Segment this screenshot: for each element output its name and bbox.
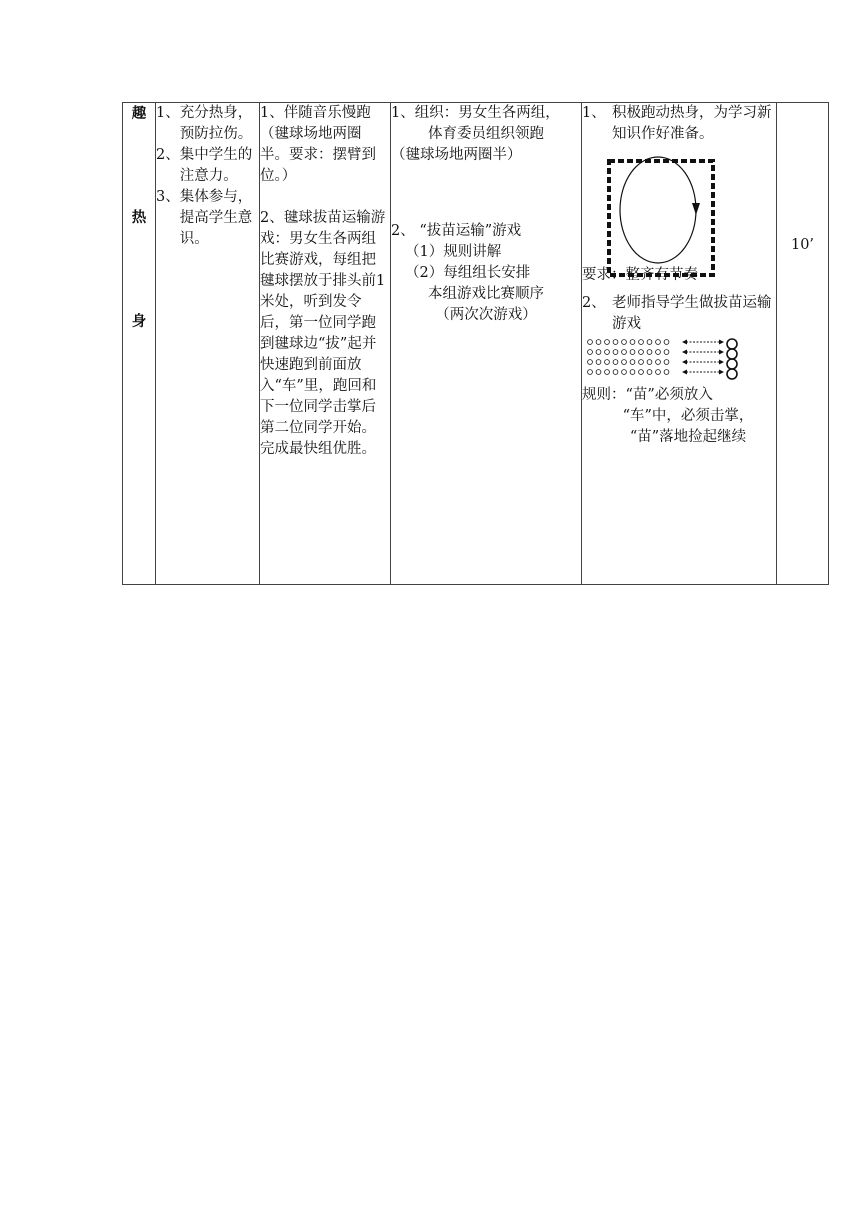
lesson-plan-table bbox=[122, 102, 829, 585]
student-dot bbox=[664, 360, 669, 365]
time-value: 10’ bbox=[790, 237, 815, 253]
org-line: 1、组织：男女生各两组， bbox=[391, 105, 560, 121]
student-dot bbox=[588, 350, 593, 355]
content-cell bbox=[260, 103, 391, 585]
track-boundary bbox=[609, 161, 713, 275]
student-dot bbox=[664, 340, 669, 345]
student-dot bbox=[647, 350, 652, 355]
org-line: 本组游戏比赛顺序 bbox=[428, 286, 544, 302]
student-dot bbox=[613, 370, 618, 375]
student-dot bbox=[596, 360, 601, 365]
section-char: 趣 bbox=[131, 105, 147, 122]
student-dot bbox=[588, 360, 593, 365]
student-dot bbox=[639, 370, 644, 375]
rule-line: “车”中，必须击掌， bbox=[622, 408, 754, 424]
student-dot bbox=[647, 360, 652, 365]
student-dot bbox=[630, 340, 635, 345]
arrow-left-icon bbox=[682, 340, 687, 345]
goal-item: 2、 集中学生的注意力。 bbox=[156, 147, 253, 184]
goal-item: 1、 充分热身，预防拉伤。 bbox=[156, 105, 253, 142]
org-line: 2、 “拔苗运输”游戏 bbox=[391, 223, 522, 239]
section-char: 身 bbox=[131, 313, 147, 330]
arrow-right-icon bbox=[719, 370, 724, 375]
student-dot bbox=[613, 340, 618, 345]
arrow-right-icon bbox=[719, 340, 724, 345]
requirement-text: 要求：整齐有节奏 bbox=[582, 267, 698, 281]
content-paragraph: 1、伴随音乐慢跑（毽球场地两圈半。要求：摆臂到位。） bbox=[260, 105, 376, 184]
student-dot bbox=[639, 340, 644, 345]
student-dot bbox=[664, 350, 669, 355]
student-dot bbox=[656, 370, 661, 375]
student-dot bbox=[613, 360, 618, 365]
student-dot bbox=[622, 340, 627, 345]
track-diagram bbox=[582, 145, 764, 281]
relay-arrows bbox=[682, 340, 724, 375]
arrow-left-icon bbox=[682, 350, 687, 355]
student-dot bbox=[647, 370, 652, 375]
car-circle bbox=[727, 339, 737, 349]
section-char: 热 bbox=[131, 209, 147, 226]
student-dot bbox=[639, 360, 644, 365]
org-line: 体育委员组织领跑 bbox=[428, 126, 544, 142]
student-dot bbox=[656, 360, 661, 365]
student-dot bbox=[664, 370, 669, 375]
org-line: （1）规则讲解 bbox=[405, 244, 502, 260]
time-cell bbox=[777, 103, 829, 585]
guidance-cell bbox=[582, 103, 777, 585]
arrow-right-icon bbox=[719, 350, 724, 355]
car-circle bbox=[727, 349, 737, 359]
student-dot bbox=[622, 350, 627, 355]
student-dot bbox=[588, 370, 593, 375]
goals-cell bbox=[156, 103, 260, 585]
guidance-item: 1、 积极跑动热身，为学习新知识作好准备。 bbox=[582, 105, 772, 142]
relay-diagram bbox=[582, 335, 764, 385]
student-dot bbox=[622, 370, 627, 375]
org-line: （2）每组组长安排 bbox=[405, 265, 531, 281]
student-dot bbox=[605, 360, 610, 365]
car-circle bbox=[727, 369, 737, 379]
student-dot bbox=[630, 370, 635, 375]
rule-line: “苗”落地捡起继续 bbox=[629, 429, 747, 445]
student-dot bbox=[656, 340, 661, 345]
arrow-left-icon bbox=[682, 370, 687, 375]
student-dot bbox=[605, 340, 610, 345]
arrow-icon bbox=[692, 203, 700, 215]
student-dot bbox=[596, 370, 601, 375]
student-dot bbox=[596, 350, 601, 355]
student-dot bbox=[605, 350, 610, 355]
running-loop bbox=[620, 157, 696, 263]
rule-line: 规则：“苗”必须放入 bbox=[582, 387, 713, 403]
student-dot bbox=[622, 360, 627, 365]
guidance-item: 2、 老师指导学生做拔苗运输游戏 bbox=[582, 295, 772, 332]
org-line: （毽球场地两圈半） bbox=[391, 147, 522, 163]
car-circles bbox=[727, 339, 737, 379]
student-dot bbox=[656, 350, 661, 355]
student-dot bbox=[613, 350, 618, 355]
org-line: （两次次游戏） bbox=[435, 307, 537, 323]
car-circle bbox=[727, 359, 737, 369]
section-label-cell bbox=[123, 103, 156, 585]
student-dot bbox=[630, 350, 635, 355]
student-dot bbox=[647, 340, 652, 345]
student-dot bbox=[605, 370, 610, 375]
student-dot bbox=[596, 340, 601, 345]
student-rows bbox=[588, 340, 669, 375]
student-dot bbox=[639, 350, 644, 355]
student-dot bbox=[588, 340, 593, 345]
goal-item: 3、 集体参与，提高学生意识。 bbox=[156, 189, 253, 247]
arrow-left-icon bbox=[682, 360, 687, 365]
warmup-row bbox=[123, 103, 829, 585]
arrow-right-icon bbox=[719, 360, 724, 365]
content-paragraph: 2、毽球拔苗运输游戏：男女生各两组比赛游戏，每组把毽球摆放于排头前1米处，听到发令后，第一位同学跑到毽球边“拔”起并快速跑到前面放入“车”里，跑回和下一位同学击掌后第二位同学开始。完成最快组优胜。 bbox=[260, 210, 386, 457]
student-dot bbox=[630, 360, 635, 365]
organization-cell bbox=[391, 103, 582, 585]
